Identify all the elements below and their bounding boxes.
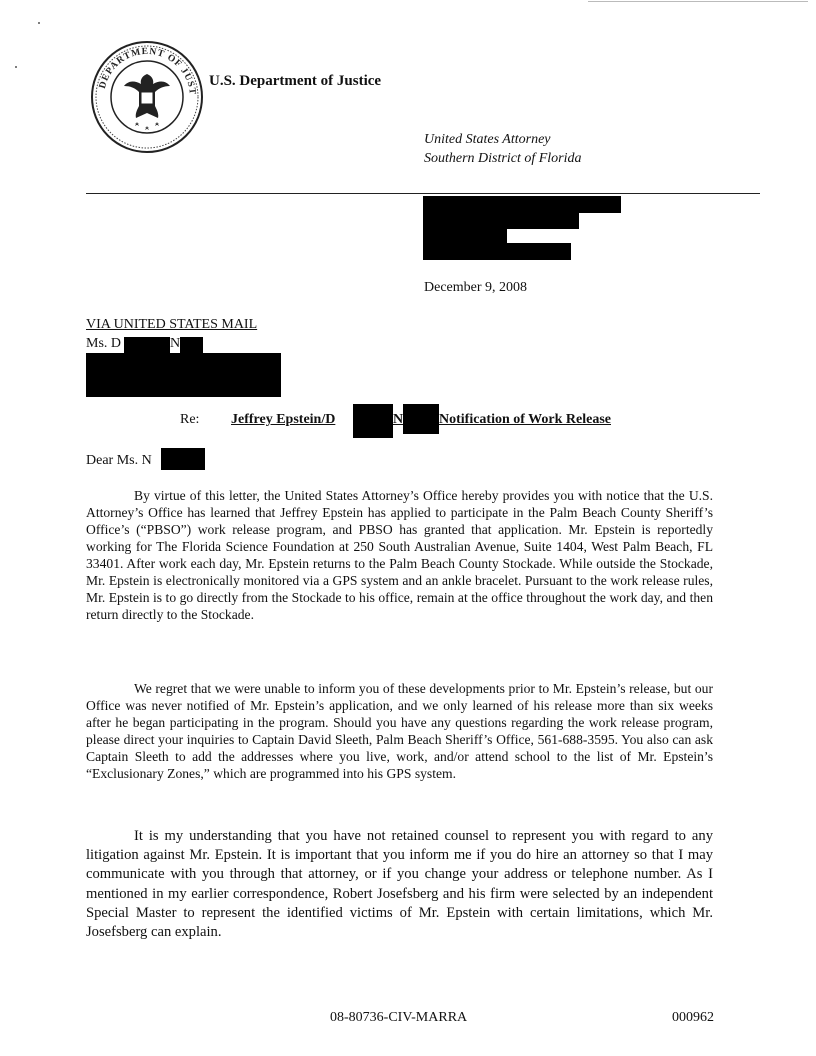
- body-paragraph: It is my understanding that you have not retained counsel to represent you with regard to any litigation against Mr. Epstein. It is important that you inform me if you do hire an attorney so that I may communicate with you through that attorney, or if you change your address or telephone number. As I mentioned in my earlier correspondence, Robert Josefsberg and his firm were selected by an independent Special Master to represent the identified victims of Mr. Epstein with certain limitations, which Mr. Josefsberg can explain.: [86, 828, 713, 941]
- letterhead-rule: [86, 193, 760, 194]
- scan-edge-line: [588, 1, 808, 2]
- redaction-block: [124, 337, 170, 353]
- letter-date: December 9, 2008: [424, 280, 528, 295]
- office-line-2: Southern District of Florida: [424, 151, 582, 166]
- office-line-1: United States Attorney: [424, 132, 551, 147]
- bates-number: 000962: [672, 1010, 714, 1025]
- body-paragraph: We regret that we were unable to inform you of these developments prior to Mr. Epstein’s release, but our Office was never notified of Mr. Epstein’s application, and we only learned of his release more than six weeks after he began participating in the program. Should you have any questions regarding the work release program, please direct your inquiries to Captain David Sleeth, Palm Beach Sheriff’s Office, 561-688-3595. You also can ask Captain Sleeth to add the addresses where you live, work, and/or attend school to the list of Mr. Epstein’s “Exclusionary Zones,” which are programmed into his GPS system.: [86, 681, 713, 781]
- re-subject-mid: N: [393, 412, 404, 427]
- redaction-block: [180, 337, 203, 353]
- seal-text: DEPARTMENT OF JUST: [97, 46, 198, 96]
- redaction-block: [423, 228, 507, 244]
- office-block: [424, 130, 582, 168]
- delivery-method: VIA UNITED STATES MAIL: [86, 317, 258, 332]
- redaction-block: [161, 448, 205, 470]
- re-label: Re:: [180, 412, 200, 427]
- addressee-name-end: N: [170, 336, 181, 351]
- doj-seal: [90, 40, 204, 154]
- re-subject-end: Notification of Work Release: [439, 412, 611, 427]
- redaction-block: [86, 353, 281, 397]
- body-paragraph: By virtue of this letter, the United States Attorney’s Office hereby provides you with notice that the U.S. Attorney’s Office has learned that Jeffrey Epstein has applied to participate in the Palm Beach County Sheriff’s Office’s (“PBSO”) work release program, and PBSO has granted that application. Mr. Epstein is reportedly working for The Florida Science Foundation at 250 South Australian Avenue, Suite 1404, West Palm Beach, FL 33401. After work each day, Mr. Epstein returns to the Palm Beach County Stockade. While outside the Stockade, Mr. Epstein is electronically monitored via a GPS system and an ankle bracelet. Pursuant to the work release rules, Mr. Epstein is to go directly from the Stockade to his office, remain at the office throughout the work day, and then return directly to the Stockade.: [86, 488, 713, 622]
- redaction-block: [353, 404, 393, 438]
- case-number: 08-80736-CIV-MARRA: [330, 1010, 468, 1025]
- redaction-block: [423, 196, 621, 213]
- redaction-block: [423, 243, 571, 260]
- salutation: Dear Ms. N: [86, 453, 152, 468]
- scan-speck: [15, 66, 17, 68]
- redaction-block: [403, 404, 439, 434]
- addressee-name-start: Ms. D: [86, 336, 122, 351]
- scan-speck: [38, 22, 40, 24]
- redaction-block: [423, 212, 579, 229]
- agency-name: U.S. Department of Justice: [209, 73, 382, 89]
- re-subject-start: Jeffrey Epstein/D: [231, 412, 336, 427]
- seal-graphic: [90, 40, 204, 154]
